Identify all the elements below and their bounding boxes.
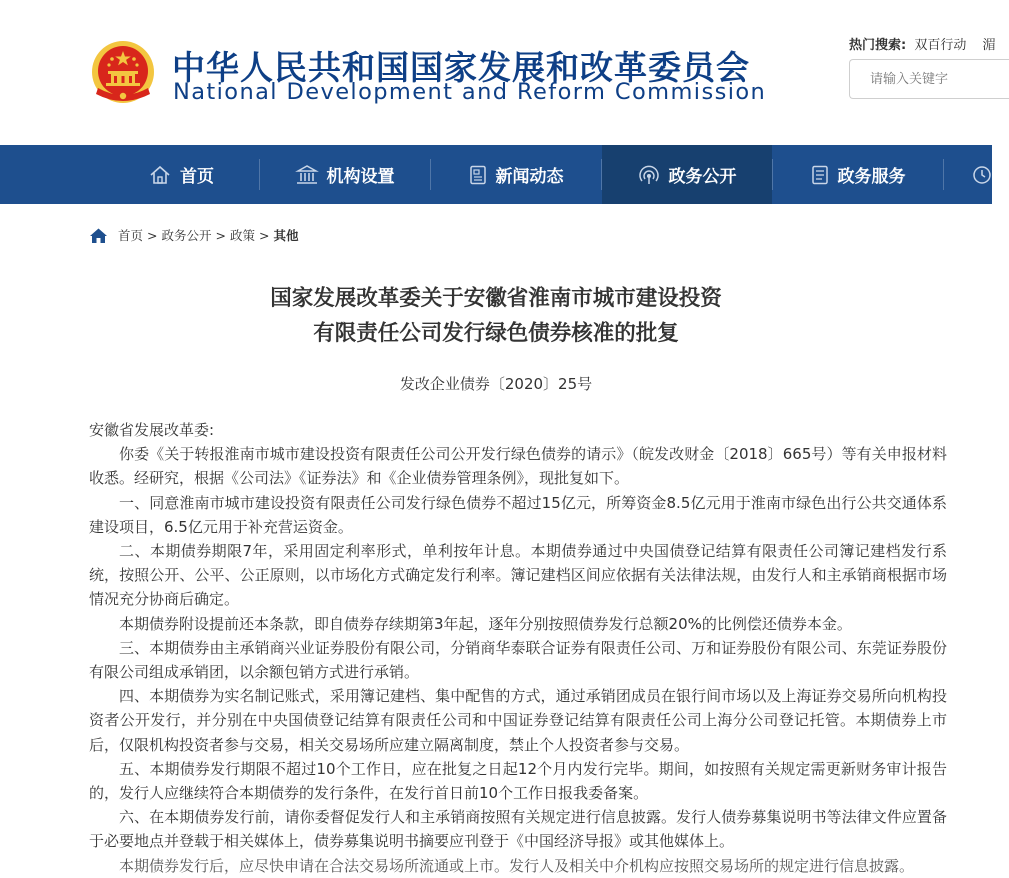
hot-search-link[interactable]: 双百行动 bbox=[914, 38, 967, 53]
paragraph: 五、本期债券发行期限不超过10个工作日，应在批复之日起12个月内发行完毕。期间，如按照有关规定需更新财务审计报告的，发行人应继续符合本期债券的发行条件，在发行首日前10个工作日报我委备案。 bbox=[89, 759, 947, 803]
breadcrumb-policy[interactable]: 政策 bbox=[230, 228, 256, 243]
service-list-icon bbox=[811, 165, 829, 185]
paragraph: 三、本期债券由主承销商兴业证券股份有限公司，分销商华泰联合证券有限责任公司、万和证券股份有限公司、东莞证券股份有限公司组成承销团，以余额包销方式进行承销。 bbox=[89, 638, 947, 682]
document-number: 发改企业债券〔2020〕25号 bbox=[399, 375, 593, 393]
news-document-icon bbox=[469, 165, 487, 185]
nav-institution-label: 机构设置 bbox=[326, 167, 395, 187]
nav-government-affairs[interactable] bbox=[602, 145, 772, 204]
site-title-chinese: 中华人民共和国国家发展和改革委员会 bbox=[172, 48, 750, 87]
nav-institution[interactable] bbox=[260, 145, 430, 204]
paragraph: 四、本期债券为实名制记账式，采用簿记建档、集中配售的方式，通过承销团成员在银行间市场以及上海证券交易所向机构投资者公开发行，并分别在中央国债登记结算有限责任公司和中国证券登记结算有限责任公司上海分公司登记托管。本期债券上市后，仅限机构投资者参与交易，相关交易场所应建立隔离制度，禁止个人投资者参与交易。 bbox=[89, 687, 947, 754]
nav-home[interactable] bbox=[104, 145, 259, 204]
paragraph: 一、同意淮南市城市建设投资有限责任公司发行绿色债券不超过15亿元，所筹资金8.5亿元用于淮南市绿色出行公共交通体系建设项目，6.5亿元用于补充营运资金。 bbox=[89, 493, 947, 536]
salutation: 安徽省发展改革委: bbox=[89, 421, 215, 439]
article-title-line2: 有限责任公司发行绿色债券核准的批复 bbox=[313, 321, 679, 346]
article-body bbox=[89, 418, 947, 878]
search-box bbox=[849, 59, 1009, 99]
nav-services[interactable] bbox=[773, 145, 943, 204]
hot-search-label: 热门搜索: bbox=[849, 38, 907, 53]
paragraph: 二、本期债券期限7年，采用固定利率形式，单利按年计息。本期债券通过中央国债登记结算有限责任公司簿记建档发行系统，按照公开、公平、公正原则，以市场化方式确定发行利率。簿记建档区间应依据有关法律法规，由发行人和主承销商根据市场情况充分协商后确定。 bbox=[89, 542, 947, 609]
nav-news[interactable] bbox=[431, 145, 601, 204]
nav-more[interactable] bbox=[944, 145, 992, 204]
paragraph: 你委《关于转报淮南市城市建设投资有限责任公司公开发行绿色债券的请示》（皖发改财金〔2018〕665号）等有关申报材料收悉。经研究，根据《公司法》《证券法》和《企业债券管理条例》，现批复如下。 bbox=[89, 445, 947, 488]
paragraph: 本期债券附设提前还本条款，即自债券存续期第3年起，逐年分别按照债券发行总额20%的比例偿还债券本金。 bbox=[119, 614, 852, 633]
breadcrumb-separator: > bbox=[215, 227, 226, 243]
nav-services-label: 政务服务 bbox=[837, 167, 906, 187]
breadcrumb-home[interactable]: 首页 bbox=[118, 228, 144, 243]
paragraph: 六、在本期债券发行前，请你委督促发行人和主承销商按照有关规定进行信息披露。发行人债券募集说明书等法律文件应置备于必要地点并登载于相关媒体上，债券募集说明书摘要应刊登于《中国经济导报》或其他媒体上。 bbox=[89, 808, 947, 851]
clock-icon bbox=[972, 165, 992, 185]
site-title-english: National Development and Reform Commission bbox=[173, 79, 767, 105]
broadcast-signal-icon bbox=[638, 165, 660, 185]
hot-search-link[interactable]: 湄 bbox=[982, 38, 996, 53]
nav-news-label: 新闻动态 bbox=[495, 167, 564, 187]
breadcrumb-separator: > bbox=[147, 227, 158, 243]
home-icon[interactable] bbox=[89, 227, 108, 244]
main-nav bbox=[0, 145, 992, 204]
article-title-line1: 国家发展改革委关于安徽省淮南市城市建设投资 bbox=[270, 286, 722, 311]
hot-search bbox=[849, 34, 1004, 53]
nav-government-affairs-label: 政务公开 bbox=[668, 167, 737, 187]
breadcrumb bbox=[89, 226, 299, 244]
national-emblem-icon bbox=[90, 38, 156, 106]
breadcrumb-government-affairs[interactable]: 政务公开 bbox=[161, 228, 212, 243]
breadcrumb-separator: > bbox=[259, 227, 270, 243]
site-header bbox=[0, 0, 996, 145]
institution-building-icon bbox=[296, 165, 318, 185]
paragraph: 本期债券发行后，应尽快申请在合法交易场所流通或上市。发行人及相关中介机构应按照交易场所的规定进行信息披露。 bbox=[119, 856, 915, 875]
nav-home-label: 首页 bbox=[180, 167, 214, 187]
breadcrumb-current[interactable]: 其他 bbox=[273, 228, 299, 243]
home-outline-icon bbox=[149, 165, 171, 185]
search-input[interactable] bbox=[850, 60, 1009, 98]
